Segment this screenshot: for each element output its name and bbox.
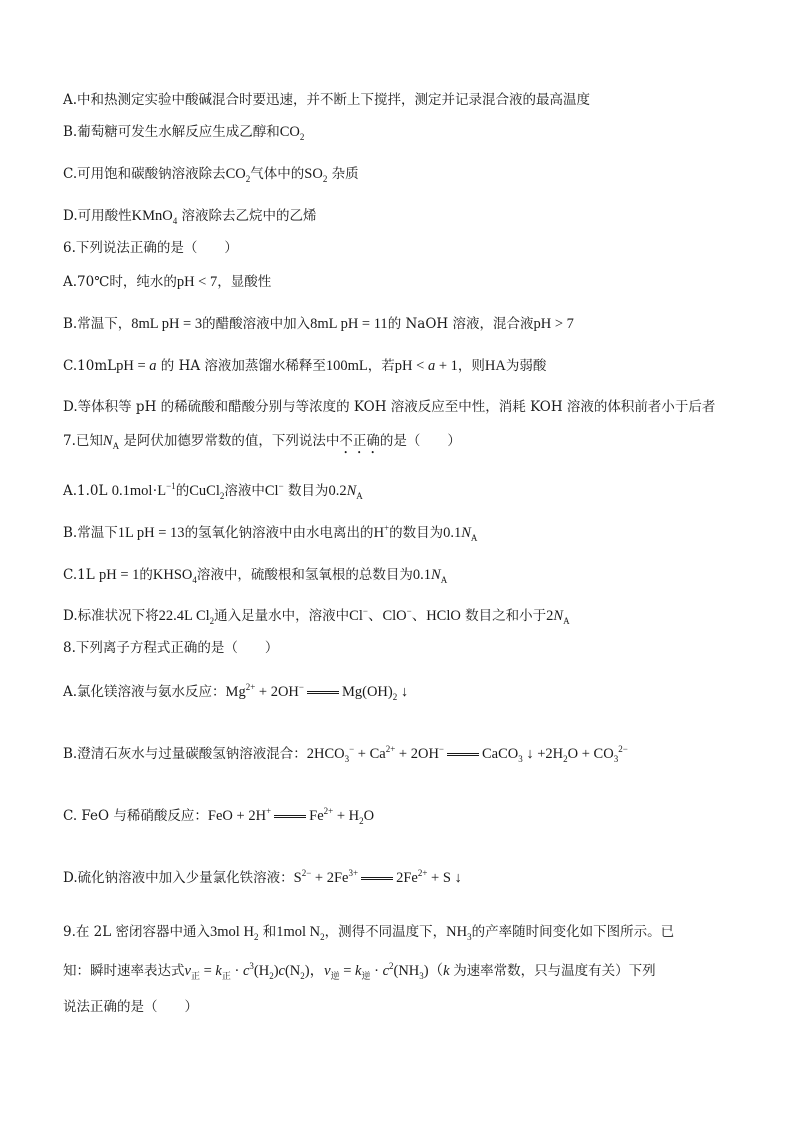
q5-option-b: B.葡萄糖可发生水解反应生成乙醇和$CO_2$ xyxy=(63,124,305,142)
q7-option-b: B.常温下1L pH = 13的氢氧化钠溶液中由水电离出的H+的数目为$0.1N_A$ xyxy=(63,523,478,543)
q8-option-d: D.硫化钠溶液中加入少量氯化铁溶液：$S^{2-} + 2Fe^{3+}$ $2Fe^{2+} + S$ ↓ xyxy=(63,868,462,886)
q8-option-b: B.澄清石灰水与过量碳酸氢钠溶液混合：$2HCO_3^- + Ca^{2+} + 2OH^-$ CaCO$_3$ ↓ $+2H_2O + CO_3^{2-}$ xyxy=(63,744,628,764)
q7-option-c: C.1L pH = 1的$KHSO_4$溶液中，硫酸根和氢氧根的总数目为$0.1N_A$ xyxy=(63,567,448,585)
q7-stem: 7.已知$N_A$ 是阿伏加德罗常数的值，下列说法中不正确的是（ ） xyxy=(63,433,461,451)
q5-option-d: D.可用酸性KMnO$_4$ 溶液除去乙烷中的乙烯 xyxy=(63,208,317,226)
q9-line1: 9.在 2L 密闭容器中通入3mol $H_2$ 和1mol $N_2$，测得不同温度下，$NH_3$的产率随时间变化如下图所示。已 xyxy=(63,924,675,942)
q6-option-a: A.70℃时，纯水的pH < 7，显酸性 xyxy=(63,274,272,290)
q8-option-c: C. FeO 与稀硝酸反应：FeO + 2H+ $Fe^{2+} + H_2O$ xyxy=(63,806,375,826)
q9-line2: 知：瞬时速率表达式$v_正 = k_正 \cdot c^3(H_2)c(N_2)$，$v_逆 = k_逆 \cdot c^2(NH_3)(k$ 为速率常数，只与温度有关）下列 xyxy=(63,961,656,981)
q5-option-a-text: A.中和热测定实验中酸碱混合时要迅速，并不断上下搅拌，测定并记录混合液的最高温度 xyxy=(63,92,591,108)
q5-option-a xyxy=(63,90,764,110)
q6-stem: 6.下列说法正确的是（ ） xyxy=(63,240,238,256)
q7-option-a: A.1.0L $0.1mol\cdot L^{-1}$的CuCl$_2$溶液中Cl− 数目为$0.2N_A$ xyxy=(63,481,363,501)
q6-option-d: D.等体积等 pH 的稀硫酸和醋酸分别与等浓度的 KOH 溶液反应至中性，消耗 KOH 溶液的体积前者小于后者 xyxy=(63,399,716,415)
q5-option-c: C.可用饱和碳酸钠溶液除去$CO_2$气体中的$SO_2$ 杂质 xyxy=(63,166,359,184)
q8-option-a: A.氯化镁溶液与氨水反应：$Mg^{2+} + 2OH^-$ $Mg(OH)_2$ ↓ xyxy=(63,682,409,702)
q9-line3: 说法正确的是（ ） xyxy=(63,999,198,1015)
q8-stem: 8.下列离子方程式正确的是（ ） xyxy=(63,640,279,656)
q6-option-c: C.10mLpH = a 的 HA 溶液加蒸馏水稀释至100mL，若pH < a + 1，则HA为弱酸 xyxy=(63,358,547,374)
q6-option-b: B.常温下，8mL pH = 3的醋酸溶液中加入8mL pH = 11的 NaOH 溶液，混合液pH > 7 xyxy=(63,316,574,332)
q7-option-d: D.标准状况下将22.4L $Cl_2$通入足量水中，溶液中Cl−、ClO−、HClO 数目之和小于$2N_A$ xyxy=(63,606,570,626)
q5-option-b-text: B.葡萄糖可发生水解反应生成乙醇和 xyxy=(63,124,280,140)
